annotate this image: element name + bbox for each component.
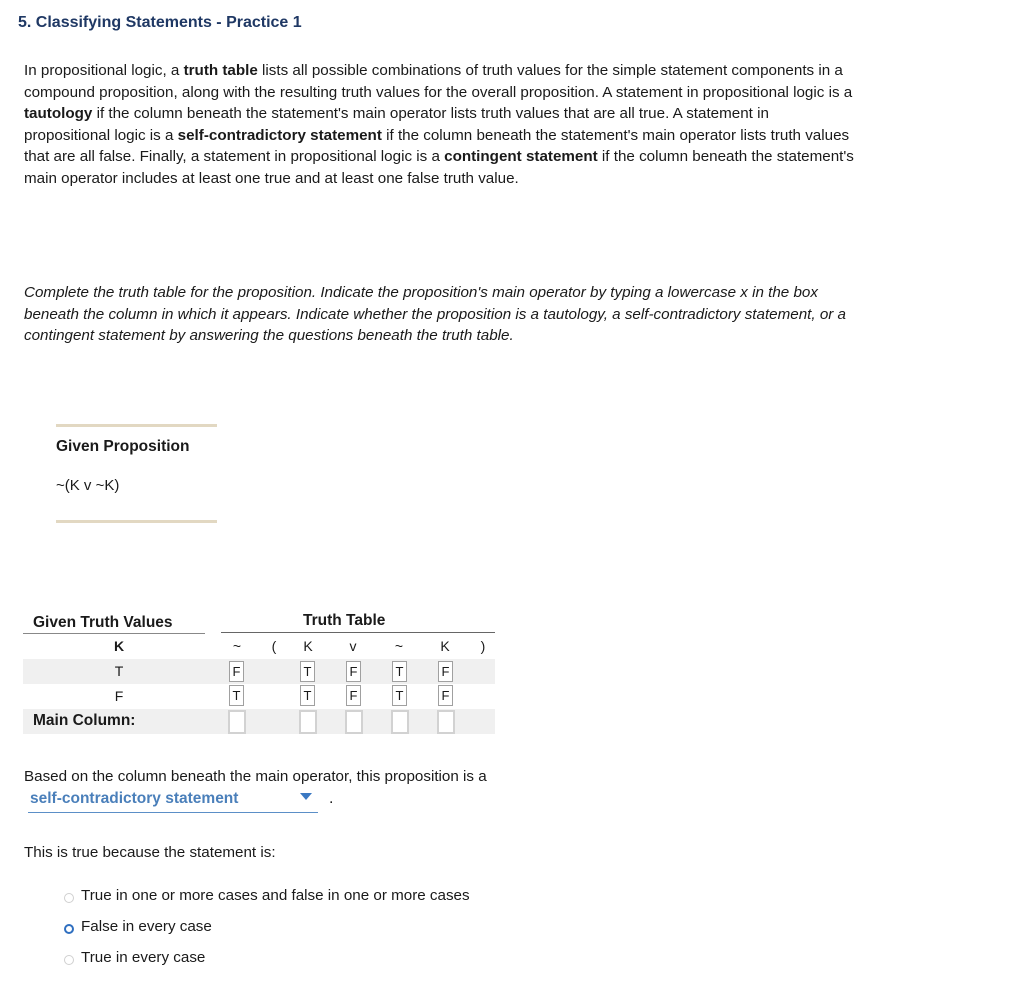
- classification-prompt: Based on the column beneath the main operator, this proposition is a: [24, 768, 487, 785]
- classification-dropdown[interactable]: [28, 790, 318, 813]
- given-var-header: K: [113, 638, 125, 654]
- radio-label: True in every case: [81, 949, 206, 966]
- value-box[interactable]: F: [229, 661, 244, 682]
- instructions-paragraph: Complete the truth table for the proposition. Indicate the proposition's main operator by typing a lowercase x in the box beneath the column in which it appears. Indicate whether the proposition is a tautology, a self-contradictory statement, or a contingent statement by answering the questions beneath the truth table.: [24, 284, 846, 345]
- main-column-label: Main Column:: [33, 712, 136, 729]
- col-header-or: v: [349, 638, 357, 654]
- chevron-down-icon: [300, 793, 312, 800]
- value-box[interactable]: T: [392, 661, 407, 682]
- col-header-open-paren: (: [271, 638, 277, 654]
- radio-label: True in one or more cases and false in one or more cases: [81, 887, 470, 904]
- value-box[interactable]: T: [300, 685, 315, 706]
- divider: [23, 633, 205, 634]
- period: .: [329, 790, 334, 807]
- value-box[interactable]: F: [438, 661, 453, 682]
- radio-label: False in every case: [81, 918, 212, 935]
- radio-button[interactable]: [64, 893, 74, 903]
- radio-option[interactable]: [64, 887, 564, 907]
- col-header-neg-outer: ~: [232, 638, 242, 654]
- divider: [221, 632, 495, 633]
- given-proposition-heading: Given Proposition: [56, 438, 190, 455]
- reason-prompt: This is true because the statement is:: [24, 844, 276, 861]
- main-operator-input[interactable]: [228, 710, 246, 734]
- col-header-k2: K: [440, 638, 450, 654]
- given-truth-values-heading: Given Truth Values: [33, 614, 173, 631]
- main-operator-input[interactable]: [437, 710, 455, 734]
- radio-button[interactable]: [64, 955, 74, 965]
- main-operator-input[interactable]: [345, 710, 363, 734]
- col-header-k1: K: [303, 638, 313, 654]
- value-box[interactable]: T: [300, 661, 315, 682]
- value-box[interactable]: T: [229, 685, 244, 706]
- divider: [56, 424, 217, 427]
- given-proposition-box: [56, 424, 217, 524]
- radio-button-selected[interactable]: [64, 924, 74, 934]
- intro-paragraph: In propositional logic, a truth table lists all possible combinations of truth values for the simple statement components in a compound proposition, along with the resulting truth values for the overall proposition. A statement in propositional logic is a tautology if the column beneath the statement's main operator lists truth values that are all true. A statement in propositional logic is a self-contradictory statement if the column beneath the statement's main operator lists truth values that are all false. Finally, a statement in propositional logic is a contingent statement if the column beneath the statement's main operator includes at least one true and at least one false truth value.: [24, 62, 854, 187]
- value-box[interactable]: F: [346, 685, 361, 706]
- main-operator-input[interactable]: [299, 710, 317, 734]
- col-header-close-paren: ): [480, 638, 486, 654]
- page-title: 5. Classifying Statements - Practice 1: [18, 14, 302, 31]
- given-value: F: [114, 688, 124, 704]
- truth-table: [23, 612, 495, 736]
- given-proposition-formula: ~(K v ~K): [56, 477, 120, 494]
- value-box[interactable]: T: [392, 685, 407, 706]
- value-box[interactable]: F: [438, 685, 453, 706]
- divider: [56, 520, 217, 523]
- value-box[interactable]: F: [346, 661, 361, 682]
- radio-option[interactable]: [64, 918, 364, 938]
- radio-option[interactable]: [64, 949, 364, 969]
- col-header-neg-inner: ~: [394, 638, 404, 654]
- classification-selected: self-contradictory statement: [30, 790, 239, 807]
- truth-table-heading: Truth Table: [303, 612, 386, 629]
- given-value: T: [114, 663, 124, 679]
- table-row: [23, 659, 495, 684]
- main-operator-input[interactable]: [391, 710, 409, 734]
